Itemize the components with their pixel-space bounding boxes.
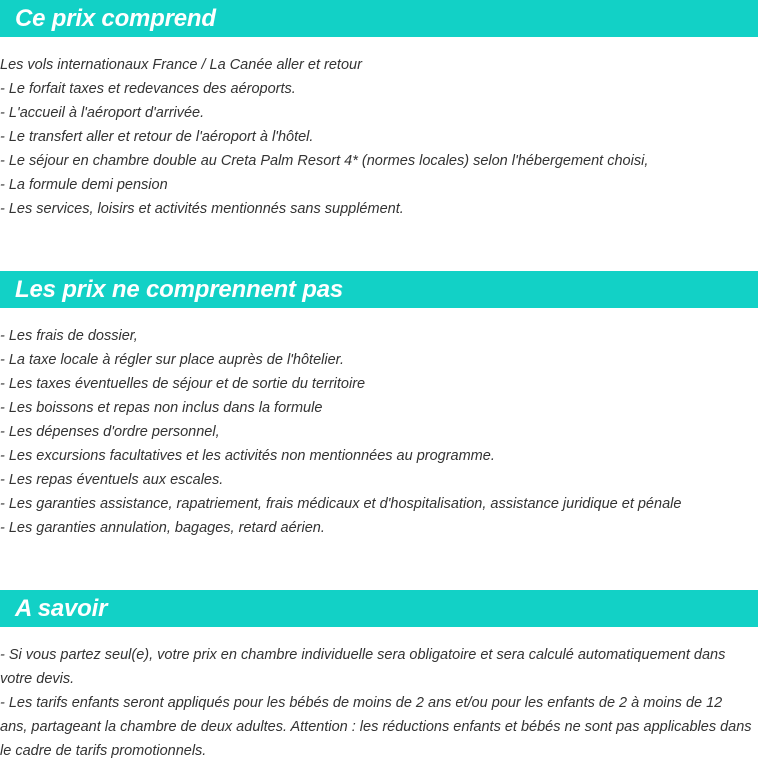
list-item: - Le forfait taxes et redevances des aéroports. <box>0 81 296 97</box>
list-item: - Les taxes éventuelles de séjour et de sortie du territoire <box>0 376 366 392</box>
list-item: - La taxe locale à régler sur place auprès de l'hôtelier. <box>0 352 344 368</box>
list-item: - Les garanties annulation, bagages, retard aérien. <box>0 520 325 536</box>
good-to-know-list <box>0 643 752 763</box>
list-item: - Les tarifs enfants seront appliqués pour les bébés de moins de 2 ans et/ou pour les enfants de 2 à moins de 12 ans, partageant la chambre de deux adultes. Attention : les réductions enfants et bébés ne sont pas applicables dans le cadre de tarifs promotionnels. <box>0 695 752 759</box>
list-item: - Les boissons et repas non inclus dans la formule <box>0 400 323 416</box>
list-item: - L'accueil à l'aéroport d'arrivée. <box>0 105 205 121</box>
list-item: - Les services, loisirs et activités mentionnés sans supplément. <box>0 201 404 217</box>
list-item: - Si vous partez seul(e), votre prix en chambre individuelle sera obligatoire et sera calculé automatiquement dans votre devis. <box>0 647 726 687</box>
section-header-not-included <box>0 271 758 308</box>
list-item: - Les frais de dossier, <box>0 328 138 344</box>
included-list <box>0 53 758 221</box>
not-included-list <box>0 324 758 540</box>
section-title: Les prix ne comprennent pas <box>15 276 344 303</box>
section-header-included <box>0 0 758 37</box>
list-item: - La formule demi pension <box>0 177 168 193</box>
list-item: - Le transfert aller et retour de l'aéroport à l'hôtel. <box>0 129 314 145</box>
list-item: - Les excursions facultatives et les activités non mentionnées au programme. <box>0 448 495 464</box>
list-item: - Les dépenses d'ordre personnel, <box>0 424 220 440</box>
list-item: - Le séjour en chambre double au Creta Palm Resort 4* (normes locales) selon l'hébergement choisi, <box>0 153 649 169</box>
list-item: - Les garanties assistance, rapatriement, frais médicaux et d'hospitalisation, assistance juridique et pénale <box>0 496 682 512</box>
section-header-good-to-know <box>0 590 758 627</box>
section-title: A savoir <box>15 595 108 622</box>
list-item: - Les repas éventuels aux escales. <box>0 472 224 488</box>
section-title: Ce prix comprend <box>15 5 216 32</box>
list-item: Les vols internationaux France / La Canée aller et retour <box>0 57 362 73</box>
